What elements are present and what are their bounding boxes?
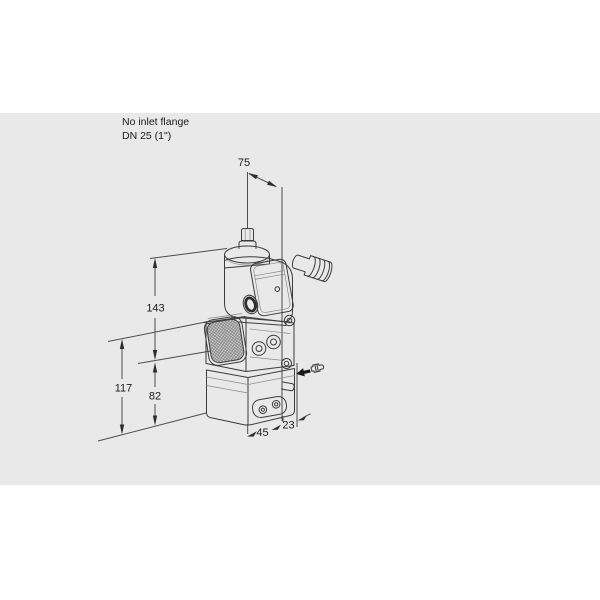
- dim-actuator-width-label: 75: [237, 157, 251, 169]
- image-panel-background: [0, 113, 600, 485]
- dim-regulator-height-label: 82: [148, 390, 162, 403]
- dim-upper-height-label: 143: [146, 302, 165, 315]
- dim-lower-total-height-label: 117: [114, 382, 133, 395]
- product-note-line2: DN 25 (1"): [122, 130, 172, 142]
- product-note-line1: No inlet flange: [122, 116, 190, 128]
- dim-base-depth-left-label: 45: [256, 427, 269, 439]
- dim-base-depth-right-label: 23: [282, 419, 295, 432]
